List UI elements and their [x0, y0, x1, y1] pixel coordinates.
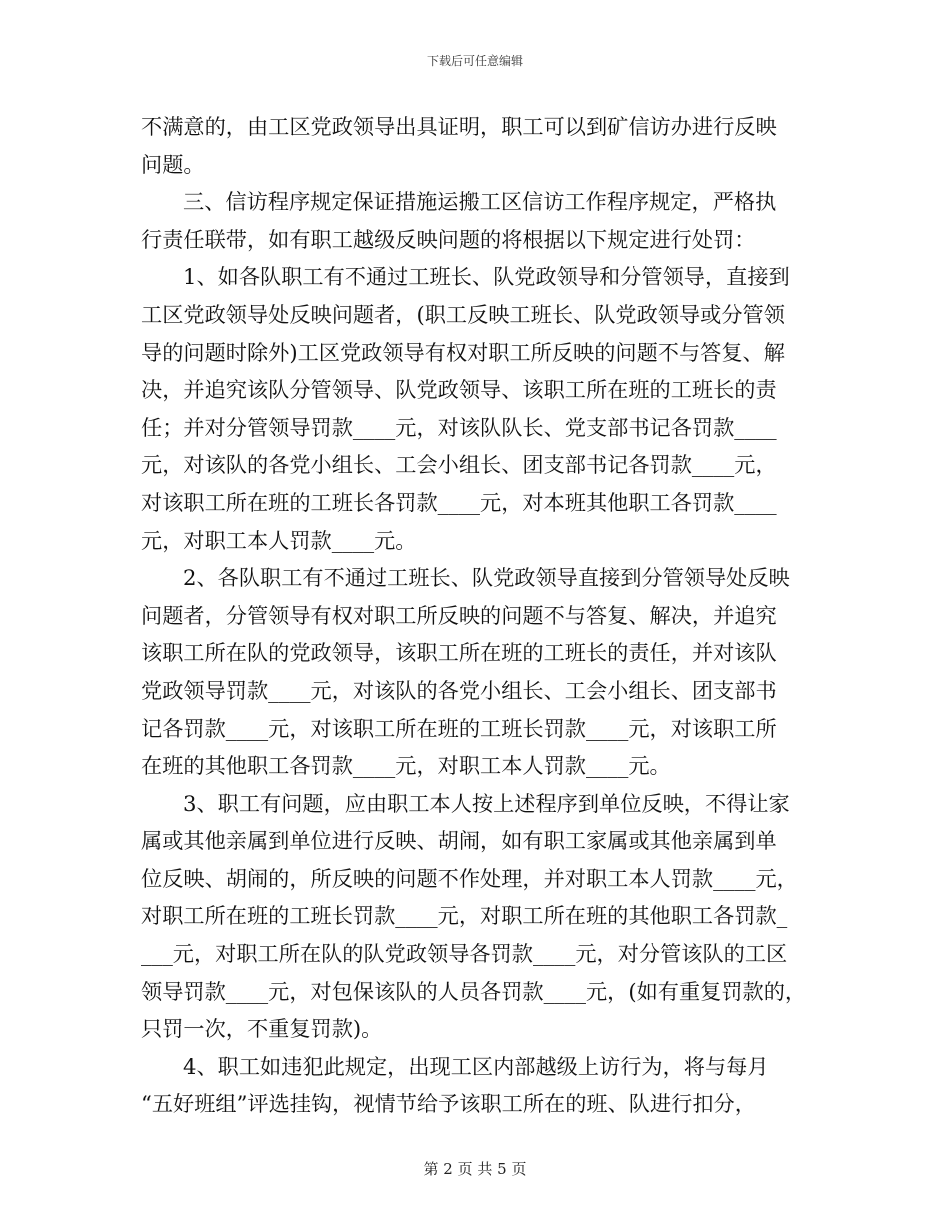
text-line: 记各罚款____元，对该职工所在班的工班长罚款____元，对该职工所: [141, 715, 777, 741]
text-line: 对职工所在班的工班长罚款____元，对职工所在班的其他职工各罚款_: [141, 903, 788, 929]
document-body: [141, 108, 817, 1123]
text-line: 问题者，分管领导有权对职工所反映的问题不与答复、解决，并追究: [141, 602, 777, 628]
text-line: 三、信访程序规定保证措施运搬工区信访工作程序规定，严格执: [183, 189, 777, 215]
text-line: 元，对该队的各党小组长、工会小组长、团支部书记各罚款____元，: [141, 452, 777, 478]
page-header: 下载后可任意编辑: [426, 54, 523, 68]
text-line: 2、各队职工有不通过工班长、队党政领导直接到分管领导处反映: [183, 565, 790, 591]
text-line: 位反映、胡闹的，所反映的问题不作处理，并对职工本人罚款____元，: [141, 865, 798, 891]
text-line: 工区党政领导处反映问题者，(职工反映工班长、队党政领导或分管领: [141, 301, 785, 327]
text-line: 只罚一次，不重复罚款)。: [141, 1016, 383, 1042]
text-line: 4、职工如违犯此规定，出现工区内部越级上访行为，将与每月: [183, 1053, 769, 1079]
text-line: 导的问题时除外)工区党政领导有权对职工所反映的问题不与答复、解: [141, 339, 785, 365]
text-line: 对该职工所在班的工班长各罚款____元，对本班其他职工各罚款____: [141, 489, 777, 515]
text-line: 党政领导罚款____元，对该队的各党小组长、工会小组长、团支部书: [141, 677, 777, 703]
text-line: “五好班组”评选挂钩，视情节给予该职工所在的班、队进行扣分，: [141, 1091, 756, 1117]
text-line: 领导罚款____元，对包保该队的人员各罚款____元，(如有重复罚款的，: [141, 978, 807, 1004]
text-line: 不满意的，由工区党政领导出具证明，职工可以到矿信访办进行反映: [141, 114, 777, 139]
page-footer: 第 2 页 共 5 页: [423, 1160, 527, 1178]
text-line: 元，对职工本人罚款____元。: [141, 527, 417, 553]
text-line: 决，并追究该队分管领导、队党政领导、该职工所在班的工班长的责: [141, 377, 777, 403]
text-line: 该职工所在队的党政领导，该职工所在班的工班长的责任，并对该队: [141, 640, 777, 666]
text-line: 3、职工有问题，应由职工本人按上述程序到单位反映，不得让家: [183, 790, 790, 816]
text-line: 属或其他亲属到单位进行反映、胡闹，如有职工家属或其他亲属到单: [141, 828, 777, 854]
text-line: 1、如各队职工有不通过工班长、队党政领导和分管领导，直接到: [183, 264, 790, 290]
text-line: 任；并对分管领导罚款____元，对该队队长、党支部书记各罚款____: [141, 414, 777, 440]
text-line: ___元，对职工所在队的队党政领导各罚款____元，对分管该队的工区: [141, 941, 788, 967]
text-line: 问题。: [141, 151, 205, 177]
text-line: 行责任联带，如有职工越级反映问题的将根据以下规定进行处罚：: [141, 226, 756, 252]
text-line: 在班的其他职工各罚款____元，对职工本人罚款____元。: [141, 753, 671, 779]
